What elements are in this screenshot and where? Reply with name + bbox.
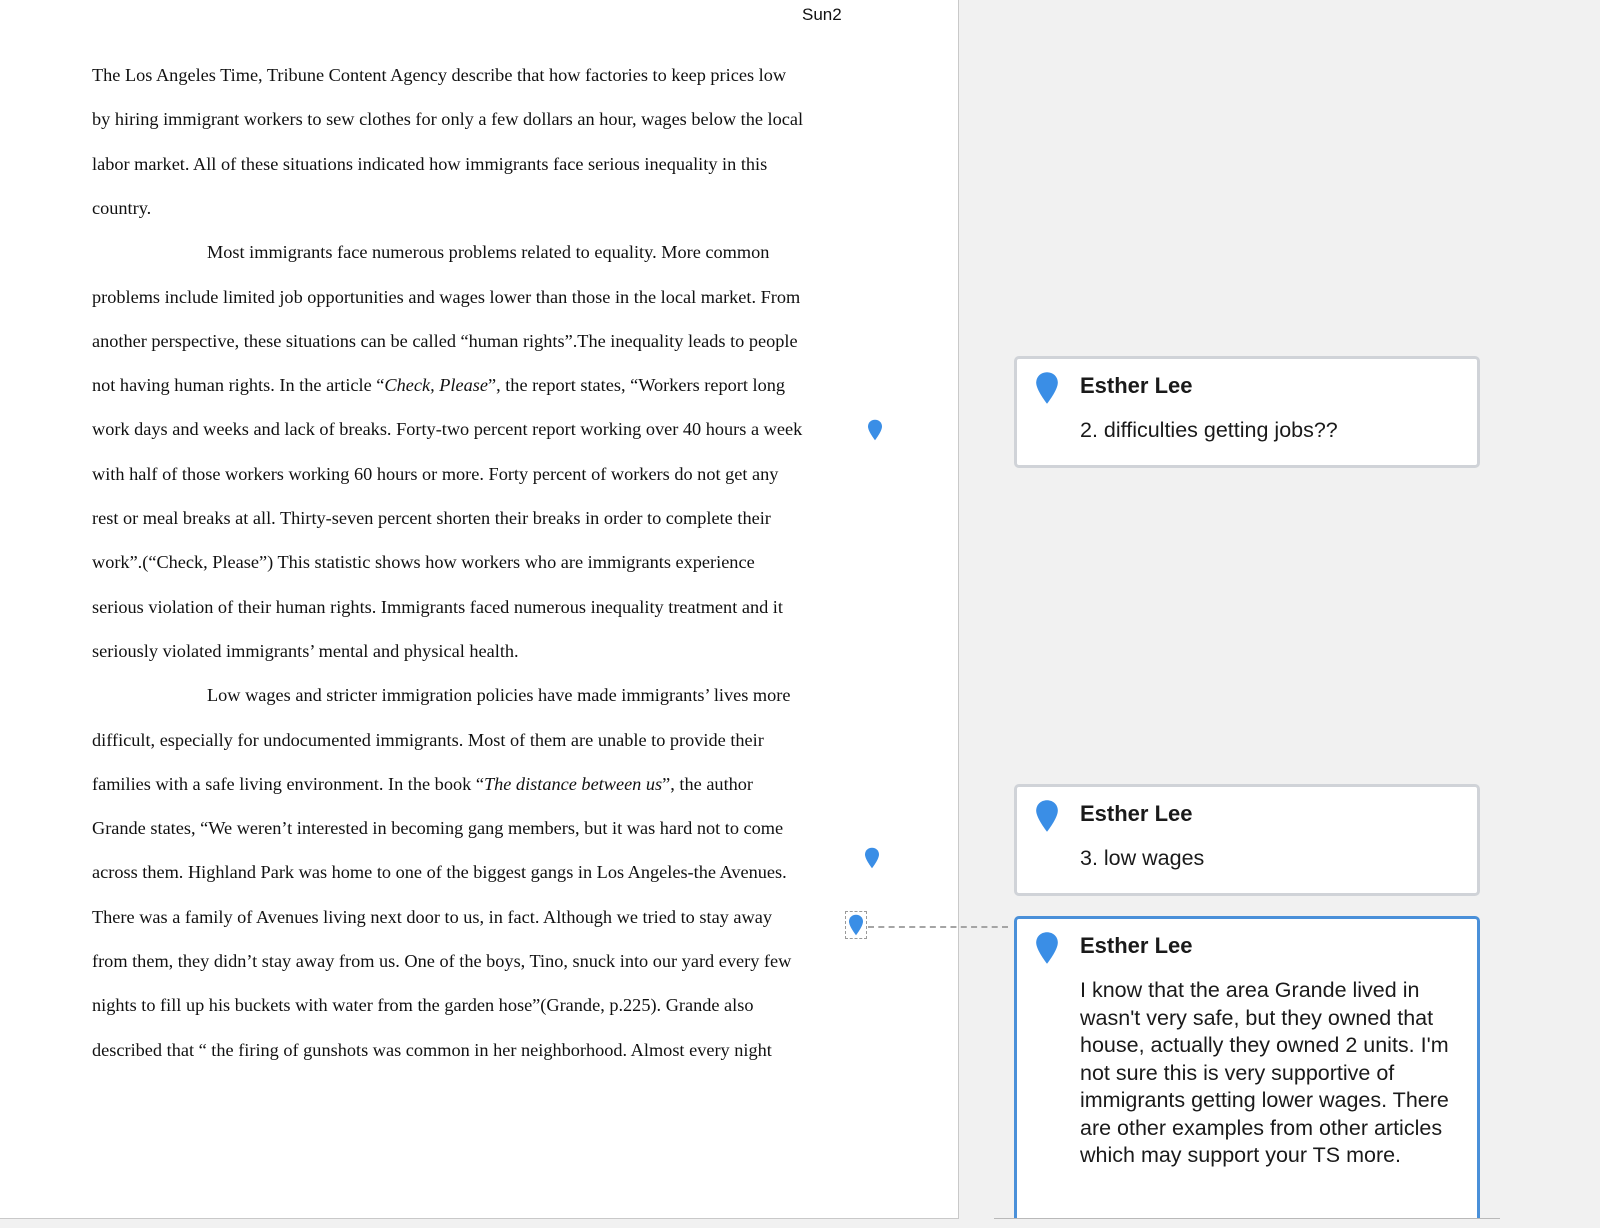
text-line: rest or meal breaks at all. Thirty-seven percent shorten their breaks in order to complete their (92, 508, 771, 528)
text-line: Low wages and stricter immigration policies have made immigrants’ lives more (207, 685, 791, 705)
comment-author: Esther Lee (1080, 933, 1193, 958)
text-line (92, 773, 753, 795)
comment-card[interactable] (1014, 356, 1480, 468)
comment-text: 3. low wages (1080, 846, 1205, 870)
map-pin-icon (1034, 931, 1060, 965)
comment-text: 2. difficulties getting jobs?? (1080, 418, 1338, 442)
text-line: serious violation of their human rights. Immigrants faced numerous inequality treatment and it (92, 597, 783, 617)
comment-text: I know that the area Grande lived in wasn't very safe, but they owned that house, actually they owned 2 units. I'm not sure this is very supportive of immigrants getting lower wages. There are other examples from other articles which may support your TS more. (1080, 978, 1449, 1167)
text-line: described that “ the firing of gunshots was common in her neighborhood. Almost every night (92, 1040, 772, 1060)
italic-title: Check, Please (384, 375, 488, 395)
comment-marker-active-icon[interactable] (848, 914, 864, 936)
text-line: another perspective, these situations can be called “human rights”.The inequality leads to people (92, 331, 798, 351)
text-line: difficult, especially for undocumented immigrants. Most of them are unable to provide their (92, 730, 764, 750)
comment-author: Esther Lee (1080, 373, 1193, 398)
comment-rail-edge (994, 1218, 1500, 1219)
comment-connector-line (868, 926, 1008, 928)
text-line: across them. Highland Park was home to one of the biggest gangs in Los Angeles-the Avenues. (92, 862, 787, 882)
text-line: Most immigrants face numerous problems related to equality. More common (207, 242, 770, 262)
comment-author: Esther Lee (1080, 801, 1193, 826)
text-line: seriously violated immigrants’ mental and physical health. (92, 641, 519, 661)
map-pin-icon (1034, 371, 1060, 405)
map-pin-icon (1034, 799, 1060, 833)
text-line: nights to fill up his buckets with water from the garden hose”(Grande, p.225). Grande also (92, 995, 754, 1015)
text-line: problems include limited job opportunities and wages lower than those in the local market. From (92, 287, 801, 307)
text-line (92, 374, 785, 396)
text-line: labor market. All of these situations indicated how immigrants face serious inequality in this (92, 154, 768, 174)
text-run: ”, the author (662, 774, 754, 794)
text-run: ”, the report states, “Workers report long (487, 375, 785, 395)
text-line: work days and weeks and lack of breaks. Forty-two percent report working over 40 hours a week (92, 419, 803, 439)
comment-card[interactable] (1014, 784, 1480, 896)
text-line: Grande states, “We weren’t interested in becoming gang members, but it was hard not to come (92, 818, 784, 838)
italic-title: The distance between us (483, 774, 663, 794)
comment-card-active[interactable] (1014, 916, 1480, 1218)
page-header: Sun2 (802, 5, 842, 24)
comment-marker-icon[interactable] (864, 847, 880, 869)
text-line: from them, they didn’t stay away from us. One of the boys, Tino, snuck into our yard every few (92, 951, 792, 971)
text-line: The Los Angeles Time, Tribune Content Agency describe that how factories to keep prices low (92, 65, 787, 85)
text-run: families with a safe living environment. In the book “ (92, 774, 484, 794)
text-line: country. (92, 198, 152, 218)
text-line: with half of those workers working 60 hours or more. Forty percent of workers do not get any (92, 464, 779, 484)
text-run: not having human rights. In the article “ (92, 375, 385, 395)
text-line: by hiring immigrant workers to sew clothes for only a few dollars an hour, wages below the local (92, 109, 804, 129)
comment-marker-icon[interactable] (867, 419, 883, 441)
text-line: There was a family of Avenues living next door to us, in fact. Although we tried to stay away (92, 907, 772, 927)
text-line: work”.(“Check, Please”) This statistic shows how workers who are immigrants experience (92, 552, 755, 572)
